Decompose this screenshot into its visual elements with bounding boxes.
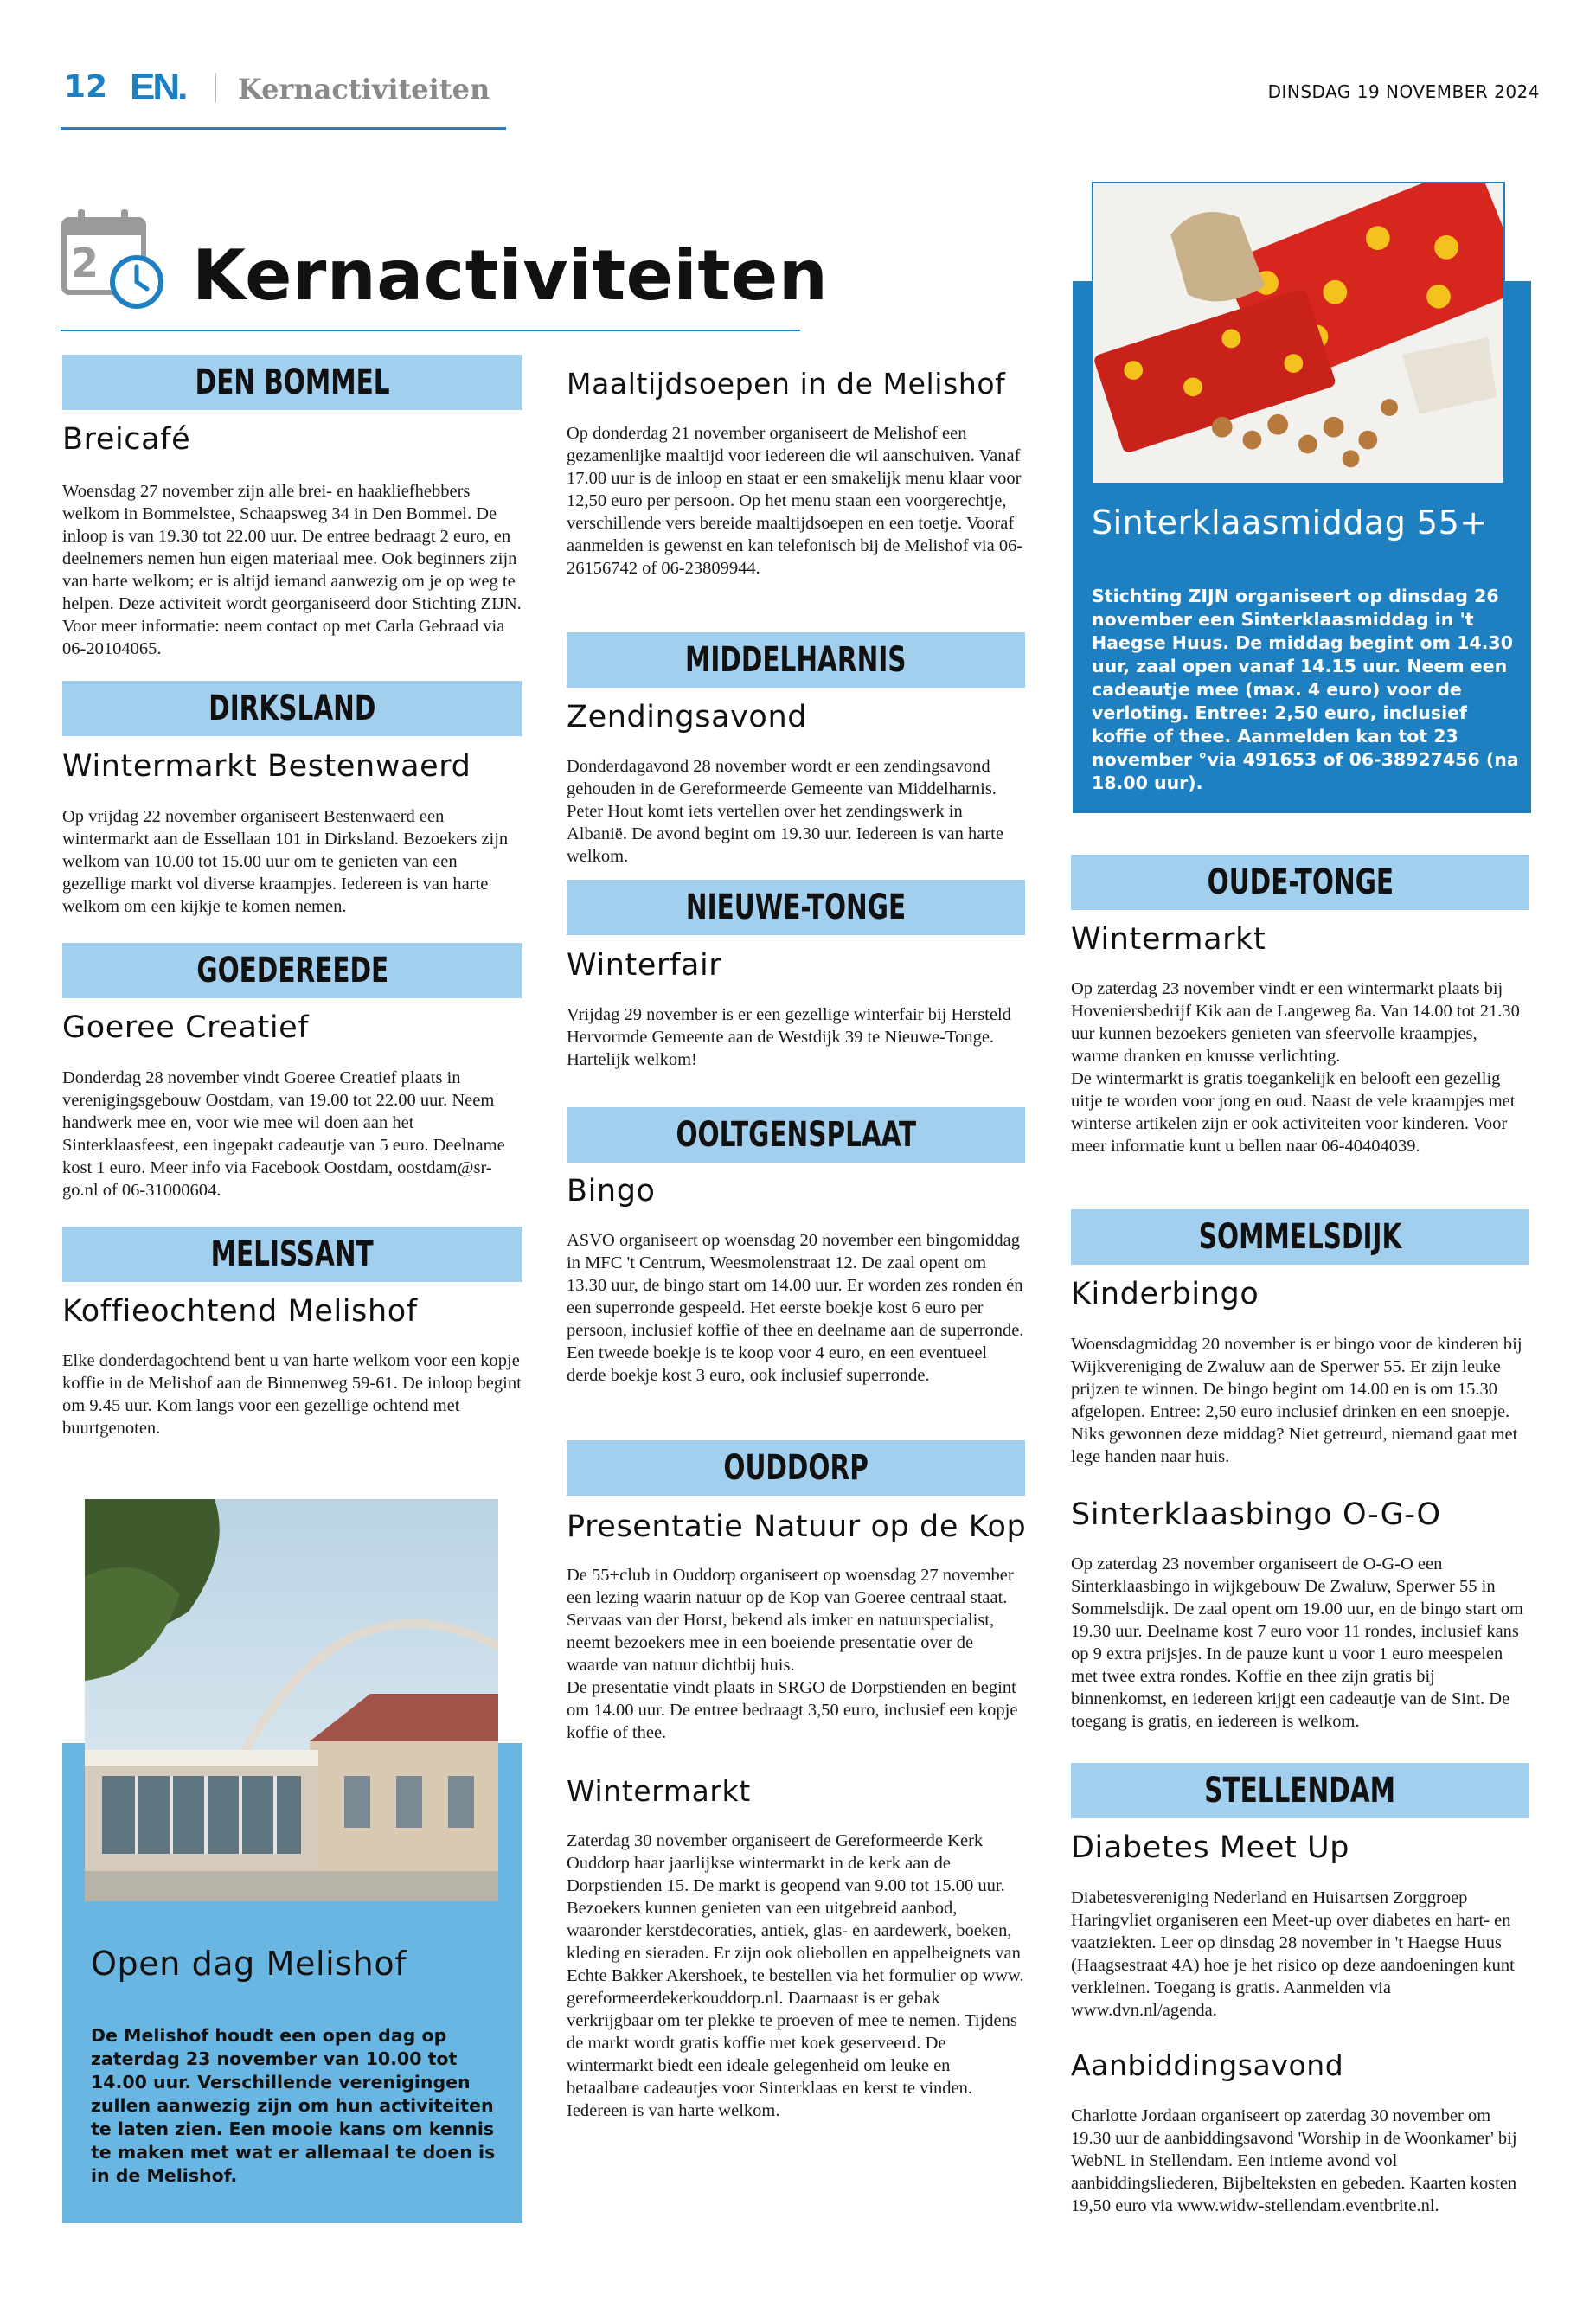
place-band-goedereede: GOEDEREEDE: [62, 943, 522, 998]
section-name: Kernactiviteiten: [238, 73, 490, 106]
header-divider: [215, 73, 216, 102]
open-dag-body: De Melishof houdt een open dag op zaterdag 23 november van 10.00 tot 14.00 uur. Verschillende verenigingen zullen aanwezig zijn om hun activiteiten te laten zien. Een mooie kans om kennis te maken met wat er allemaal te doen is in de Melishof.: [91, 2025, 496, 2186]
natuur-paragraph-2: De presentatie vindt plaats in SRGO de Dorpstienden en begint om 14.00 uur. De entree bedraagt 3,50 euro, inclusief een kopje koffie of thee.: [567, 1678, 1018, 1742]
svg-text:2: 2: [71, 240, 99, 286]
article-body-wintermarkt-ouddorp: Zaterdag 30 november organiseert de Gereformeerde Kerk Ouddorp haar jaarlijkse wintermarkt in de kerk aan de Dorpstienden 15. De markt is geopend van 9.00 tot 15.00 uur. Bezoekers kunnen genieten van een uitgebreid aanbod, waaronder kerstdecoraties, antiek, glas- en aardewerk, boeken, kleding en sieraden. Er zijn ook oliebollen en appelbeignets van Echte Bakker Akershoek, te bestellen via het formulier op www. gereformeerdekerkouddorp.nl. Daarnaast is er gebak verkrijgbaar om ter plekke te proeven of mee te nemen. Tijdens de markt wordt gratis koffie met koek geserveerd. De wintermarkt biedt een ideale gelegenheid om leuke en betaalbare cadeautjes voor Sinterklaas en kerst te vinden. Iedereen is van harte welkom.: [567, 1831, 1024, 2120]
article-body-sinterklaasbingo: Op zaterdag 23 november organiseert de O-G-O een Sinterklaasbingo in wijkgebouw De Zwaluw, Sperwer 55 in Sommelsdijk. De zaal opent om 19.00 uur, en de bingo start om 19.30 uur. Deelname kost 7 euro voor 11 rondes, inclusief kans op 9 extra prijsjes. In de pauze kunt u voor 1 euro meespelen met twee extra rondes. Koffie en thee zijn gratis bij binnenkomst, en iedereen krijgt een cadeautje van de Sint. De toegang is gratis, en iedereen is welkom.: [1071, 1554, 1523, 1731]
newspaper-logo: EN.: [130, 66, 186, 108]
article-body-natuur-op-de-kop: [567, 1564, 1025, 1744]
article-heading-maaltijdsoepen: Maaltijdsoepen in de Melishof: [567, 367, 1006, 401]
place-band-ooltgensplaat: OOLTGENSPLAAT: [567, 1107, 1025, 1163]
gift-wrapped-presents-photo: [1092, 182, 1505, 484]
place-band-stellendam: STELLENDAM: [1071, 1763, 1529, 1818]
article-heading-kinderbingo: Kinderbingo: [1071, 1277, 1259, 1311]
article-body-wintermarkt-oude-tonge: [1071, 977, 1529, 1157]
article-heading-zendingsavond: Zendingsavond: [567, 700, 808, 734]
oude-tonge-paragraph-1: Op zaterdag 23 november vindt er een wintermarkt plaats bij Hoveniersbedrijf Kik aan de Langeweg 8a. Van 14.00 tot 21.30 uur kunnen bezoekers genieten van sfeervolle kraampjes, warme dranken en knusse verlichting.: [1071, 979, 1520, 1066]
place-band-sommelsdijk: SOMMELSDIJK: [1071, 1209, 1529, 1265]
issue-date: DINSDAG 19 NOVEMBER 2024: [1267, 81, 1540, 102]
page-title: Kernactiviteiten: [192, 235, 829, 316]
article-heading-aanbiddingsavond: Aanbiddingsavond: [1071, 2048, 1344, 2082]
place-band-oude-tonge: OUDE-TONGE: [1071, 855, 1529, 910]
article-heading-goeree-creatief: Goeree Creatief: [62, 1010, 310, 1045]
article-heading-bingo: Bingo: [567, 1174, 656, 1208]
promo-body: Stichting ZIJN organiseert op dinsdag 26 november een Sinterklaasmiddag in 't Haegse Huus. De middag begint om 14.30 uur, zaal open vanaf 14.15 uur. Neem een cadeautje mee (max. 4 euro) voor de verloting. Entree: 2,50 euro, inclusief koffie of thee. Aanmelden kan tot 23 november °via 491653 of 06-38927456 (na 18.00 uur).: [1092, 586, 1519, 793]
place-band-middelharnis: MIDDELHARNIS: [567, 632, 1025, 688]
natuur-paragraph-1: De 55+club in Ouddorp organiseert op woensdag 27 november een lezing waarin natuur op de Kop van Goeree centraal staat. Servaas van der Horst, bekend als imker en natuurspecialist, neemt bezoekers mee in een boeiende presentatie over de waarde van natuur dichtbij huis.: [567, 1566, 1014, 1675]
article-body-koffieochtend: Elke donderdagochtend bent u van harte welkom voor een kopje koffie in de Melishof aan de Binnenweg 59-61. De inloop begint om 9.45 uur. Kom langs voor een gezellige ochtend met buurtgenoten.: [62, 1351, 522, 1438]
article-heading-wintermarkt-ouddorp: Wintermarkt: [567, 1774, 751, 1808]
place-band-dirksland: DIRKSLAND: [62, 681, 522, 736]
promo-title: Sinterklaasmiddag 55+: [1092, 503, 1488, 542]
article-heading-winterfair: Winterfair: [567, 948, 722, 983]
article-body-aanbiddingsavond: Charlotte Jordaan organiseert op zaterdag 30 november om 19.30 uur de aanbiddingsavond 'Worship in de Woonkamer' bij WebNL in Stellendam. Een intieme avond vol aanbiddingsliederen, Bijbelteksten en gebeden. Kaarten kosten 19,50 euro via www.widw-stellendam.eventbrite.nl.: [1071, 2106, 1517, 2215]
article-heading-sinterklaasbingo: Sinterklaasbingo O-G-O: [1071, 1497, 1441, 1532]
open-dag-title: Open dag Melishof: [91, 1945, 407, 1983]
place-band-nieuwe-tonge: NIEUWE-TONGE: [567, 880, 1025, 935]
article-heading-wintermarkt-oude-tonge: Wintermarkt: [1071, 922, 1266, 957]
oude-tonge-paragraph-2: De wintermarkt is gratis toegankelijk en belooft een gezellig uitje te worden voor jong en oud. Naast de vele kraampjes met winterse artikelen zijn er ook activiteiten voor kinderen. Voor meer informatie kunt u bellen naar 06-40404039.: [1071, 1069, 1516, 1156]
title-rule: [61, 330, 800, 331]
place-band-ouddorp: OUDDORP: [567, 1440, 1025, 1496]
article-heading-natuur-op-de-kop: Presentatie Natuur op de Kop: [567, 1509, 1027, 1544]
article-body-goeree-creatief: Donderdag 28 november vindt Goeree Creatief plaats in verenigingsgebouw Oostdam, van 19.00 tot 22.00 uur. Neem handwerk mee en, voor wie mee wil doen aan het Sinterklaasfeest, een ingepakt cadeautje van 5 euro. Deelname kost 1 euro. Meer info via Facebook Oostdam, oostdam@sr-go.nl of 06-31000604.: [62, 1068, 505, 1200]
article-body-breicafe: Woensdag 27 november zijn alle brei- en haakliefhebbers welkom in Bommelstee, Schaapsweg 34 in Den Bommel. De inloop is van 19.30 tot 22.00 uur. De entree bedraagt 2 euro, en deelnemers nemen hun eigen materiaal mee. Ook beginners zijn van harte welkom; er is altijd iemand aanwezig om je op weg te helpen. Deze activiteit wordt georganiseerd door Stichting ZIJN. Voor meer informatie: neem contact op met Carla Gebraad via 06-20104065.: [62, 482, 522, 658]
calendar-clock-icon: [61, 208, 164, 311]
melishof-building-photo: [85, 1499, 498, 1901]
article-body-bingo: ASVO organiseert op woensdag 20 november een bingomiddag in MFC 't Centrum, Weesmolenstraat 12. De zaal opent om 13.30 uur, de bingo start om 14.00 uur. Er worden zes ronden én een superronde gespeeld. Het eerste boekje kost 6 euro per persoon, inclusief koffie of thee en deelname aan de superronde. Een tweede boekje is te koop voor 4 euro, en een eventueel derde boekje kost 3 euro, ook inclusief superronde.: [567, 1231, 1024, 1385]
article-heading-breicafe: Breicafé: [62, 422, 191, 457]
article-heading-wintermarkt-bestenwaerd: Wintermarkt Bestenwaerd: [62, 749, 471, 784]
page-header: [61, 66, 506, 130]
page-number: 12: [64, 69, 108, 105]
place-band-melissant: MELISSANT: [62, 1227, 522, 1282]
article-body-kinderbingo: Woensdagmiddag 20 november is er bingo voor de kinderen bij Wijkvereniging de Zwaluw aan de Sperwer 55. Er zijn leuke prijzen te winnen. De bingo begint om 14.00 en is om 15.30 afgelopen. Entree: 2,50 euro inclusief drinken en een snoepje. Niks gewonnen deze middag? Niet getreurd, niemand gaat met lege handen naar huis.: [1071, 1335, 1522, 1466]
article-body-maaltijdsoepen: Op donderdag 21 november organiseert de Melishof een gezamenlijke maaltijd voor iedereen die wil aanschuiven. Vanaf 17.00 uur is de inloop en staat er een smakelijk menu klaar voor 12,50 euro per persoon. Op het menu staan een voorgerechtje, verschillende vers bereide maaltijdsoepen en een toetje. Vooraf aanmelden is gewenst en kan telefonisch bij de Melishof via 06-26156742 of 06-23809944.: [567, 424, 1023, 578]
article-heading-diabetes-meet-up: Diabetes Meet Up: [1071, 1830, 1350, 1865]
article-heading-koffieochtend: Koffieochtend Melishof: [62, 1294, 418, 1329]
article-body-diabetes-meet-up: Diabetesvereniging Nederland en Huisartsen Zorggroep Haringvliet organiseren een Meet-up over diabetes en hart- en vaatziekten. Leer op dinsdag 28 november in 't Haegse Huus (Haagsestraat 4A) hoe je het risico op deze aandoeningen kunt verkleinen. Toegang is gratis. Aanmelden via www.dvn.nl/agenda.: [1071, 1888, 1515, 2020]
article-body-wintermarkt-bestenwaerd: Op vrijdag 22 november organiseert Bestenwaerd een wintermarkt aan de Essellaan 101 in Dirksland. Bezoekers zijn welkom van 10.00 tot 15.00 uur om te genieten van een gezellige markt vol diverse kraampjes. Iedereen is van harte welkom om een kijkje te komen nemen.: [62, 807, 509, 916]
article-body-winterfair: Vrijdag 29 november is er een gezellige winterfair bij Hersteld Hervormde Gemeente aan de Westdijk 39 te Nieuwe-Tonge. Hartelijk welkom!: [567, 1005, 1011, 1069]
place-band-den-bommel: DEN BOMMEL: [62, 355, 522, 410]
article-body-zendingsavond: Donderdagavond 28 november wordt er een zendingsavond gehouden in de Gereformeerde Gemeente van Middelharnis. Peter Hout komt iets vertellen over het zendingswerk in Albanië. De avond begint om 19.30 uur. Iedereen is van harte welkom.: [567, 757, 1003, 866]
